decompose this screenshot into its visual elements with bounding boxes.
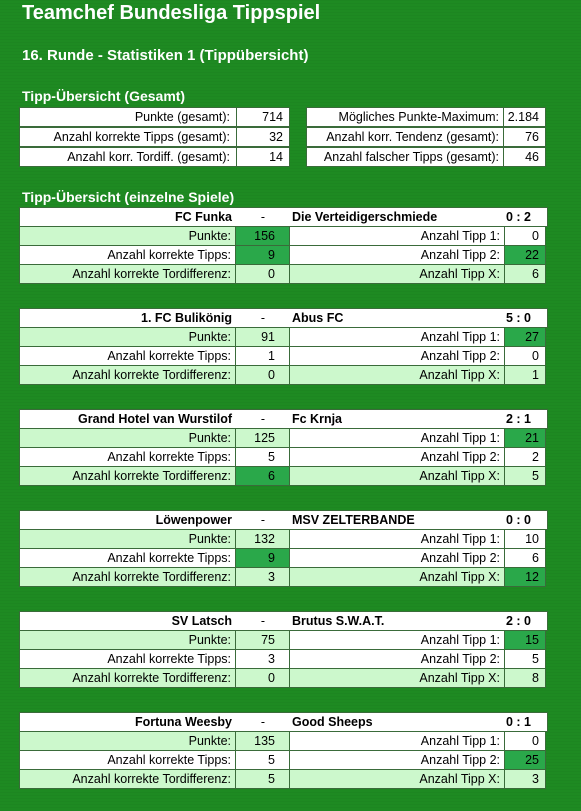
- match-row: [19, 529, 548, 549]
- correct-tipps-value: 9: [235, 548, 290, 568]
- page-subtitle: 16. Runde - Statistiken 1 (Tippübersicht): [22, 47, 309, 64]
- match-row: [19, 769, 548, 789]
- tipp2-label: Anzahl Tipp 2:: [289, 750, 505, 770]
- match-score: 0 : 2: [505, 210, 531, 224]
- tippx-value: 5: [504, 466, 546, 486]
- correct-tipps-value: 5: [235, 750, 290, 770]
- correct-tipps-value: 9: [235, 245, 290, 265]
- match-header: [19, 510, 548, 530]
- tipp1-value: 15: [504, 630, 546, 650]
- spacer: [289, 127, 307, 147]
- match-block: [19, 207, 548, 284]
- tippx-label: Anzahl Tipp X:: [289, 466, 505, 486]
- match-score: 5 : 0: [505, 311, 531, 325]
- points-label: Punkte:: [19, 226, 236, 246]
- tipp2-label: Anzahl Tipp 2:: [289, 346, 505, 366]
- correct-tipps-label: Anzahl korrekte Tipps:: [19, 548, 236, 568]
- match-row: [19, 245, 548, 265]
- home-team: Löwenpower: [155, 513, 232, 527]
- points-value: 135: [235, 731, 290, 751]
- summary-table: [19, 107, 548, 167]
- match-row: [19, 365, 548, 385]
- tipp1-value: 0: [504, 731, 546, 751]
- home-team: SV Latsch: [171, 614, 232, 628]
- correct-tipps-value: 3: [235, 649, 290, 669]
- match-row: [19, 226, 548, 246]
- match-block: [19, 308, 548, 385]
- summary-value: 14: [236, 147, 290, 167]
- tippx-value: 3: [504, 769, 546, 789]
- match-dash: -: [260, 311, 266, 325]
- summary-row: [19, 147, 548, 167]
- points-label: Punkte:: [19, 327, 236, 347]
- away-team: Abus FC: [292, 311, 344, 325]
- goal-diff-value: 5: [235, 769, 290, 789]
- match-header: [19, 308, 548, 328]
- home-team: 1. FC Bulikönig: [141, 311, 232, 325]
- goal-diff-label: Anzahl korrekte Tordifferenz:: [19, 466, 236, 486]
- match-header: [19, 611, 548, 631]
- tipp2-label: Anzahl Tipp 2:: [289, 447, 505, 467]
- correct-tipps-label: Anzahl korrekte Tipps:: [19, 649, 236, 669]
- correct-tipps-value: 5: [235, 447, 290, 467]
- goal-diff-label: Anzahl korrekte Tordifferenz:: [19, 769, 236, 789]
- tipp1-label: Anzahl Tipp 1:: [289, 630, 505, 650]
- away-team: MSV ZELTERBANDE: [292, 513, 415, 527]
- summary-label: Anzahl korr. Tendenz (gesamt):: [306, 127, 504, 147]
- page-title: Teamchef Bundesliga Tippspiel: [22, 2, 321, 24]
- summary-row: [19, 127, 548, 147]
- match-header: [19, 409, 548, 429]
- summary-value: 32: [236, 127, 290, 147]
- points-label: Punkte:: [19, 529, 236, 549]
- spacer: [289, 147, 307, 167]
- goal-diff-value: 6: [235, 466, 290, 486]
- correct-tipps-value: 1: [235, 346, 290, 366]
- goal-diff-label: Anzahl korrekte Tordifferenz:: [19, 567, 236, 587]
- goal-diff-label: Anzahl korrekte Tordifferenz:: [19, 365, 236, 385]
- goal-diff-value: 3: [235, 567, 290, 587]
- match-row: [19, 750, 548, 770]
- away-team: Fc Krnja: [292, 412, 343, 426]
- points-label: Punkte:: [19, 731, 236, 751]
- summary-section-title: Tipp-Übersicht (Gesamt): [22, 88, 186, 104]
- points-label: Punkte:: [19, 428, 236, 448]
- tipp2-value: 6: [504, 548, 546, 568]
- match-row: [19, 649, 548, 669]
- away-team: Die Verteidigerschmiede: [292, 210, 438, 224]
- match-dash: -: [260, 513, 266, 527]
- summary-value: 2.184: [503, 107, 546, 127]
- summary-label: Anzahl falscher Tipps (gesamt):: [306, 147, 504, 167]
- match-dash: -: [260, 715, 266, 729]
- summary-label: Punkte (gesamt):: [19, 107, 237, 127]
- tipp2-value: 25: [504, 750, 546, 770]
- match-score: 2 : 0: [505, 614, 531, 628]
- match-block: [19, 409, 548, 486]
- points-value: 125: [235, 428, 290, 448]
- tippx-label: Anzahl Tipp X:: [289, 668, 505, 688]
- tipp1-label: Anzahl Tipp 1:: [289, 529, 505, 549]
- points-value: 132: [235, 529, 290, 549]
- correct-tipps-label: Anzahl korrekte Tipps:: [19, 346, 236, 366]
- points-value: 156: [235, 226, 290, 246]
- correct-tipps-label: Anzahl korrekte Tipps:: [19, 245, 236, 265]
- summary-value: 714: [236, 107, 290, 127]
- match-header: [19, 712, 548, 732]
- match-block: [19, 712, 548, 789]
- tipp1-label: Anzahl Tipp 1:: [289, 731, 505, 751]
- summary-value: 46: [503, 147, 546, 167]
- match-score: 2 : 1: [505, 412, 531, 426]
- points-label: Punkte:: [19, 630, 236, 650]
- spacer: [289, 107, 307, 127]
- match-row: [19, 428, 548, 448]
- match-row: [19, 447, 548, 467]
- tippx-value: 1: [504, 365, 546, 385]
- tipp1-value: 0: [504, 226, 546, 246]
- tippx-label: Anzahl Tipp X:: [289, 567, 505, 587]
- tipp2-value: 0: [504, 346, 546, 366]
- goal-diff-value: 0: [235, 264, 290, 284]
- summary-label: Anzahl korr. Tordiff. (gesamt):: [19, 147, 237, 167]
- points-value: 75: [235, 630, 290, 650]
- tipp2-value: 2: [504, 447, 546, 467]
- match-row: [19, 731, 548, 751]
- tipp2-value: 22: [504, 245, 546, 265]
- summary-row: [19, 107, 548, 127]
- match-row: [19, 668, 548, 688]
- tippx-value: 6: [504, 264, 546, 284]
- tipp1-label: Anzahl Tipp 1:: [289, 226, 505, 246]
- tippx-value: 12: [504, 567, 546, 587]
- tipp2-label: Anzahl Tipp 2:: [289, 548, 505, 568]
- match-block: [19, 510, 548, 587]
- summary-label: Anzahl korrekte Tipps (gesamt):: [19, 127, 237, 147]
- goal-diff-value: 0: [235, 668, 290, 688]
- goal-diff-label: Anzahl korrekte Tordifferenz:: [19, 264, 236, 284]
- goal-diff-value: 0: [235, 365, 290, 385]
- match-row: [19, 327, 548, 347]
- match-row: [19, 567, 548, 587]
- correct-tipps-label: Anzahl korrekte Tipps:: [19, 447, 236, 467]
- match-row: [19, 346, 548, 366]
- away-team: Brutus S.W.A.T.: [292, 614, 385, 628]
- match-score: 0 : 0: [505, 513, 531, 527]
- tipp1-value: 21: [504, 428, 546, 448]
- tipp2-value: 5: [504, 649, 546, 669]
- match-dash: -: [260, 412, 266, 426]
- home-team: FC Funka: [175, 210, 232, 224]
- tipp2-label: Anzahl Tipp 2:: [289, 649, 505, 669]
- correct-tipps-label: Anzahl korrekte Tipps:: [19, 750, 236, 770]
- match-row: [19, 466, 548, 486]
- match-dash: -: [260, 210, 266, 224]
- match-header: [19, 207, 548, 227]
- tipp1-label: Anzahl Tipp 1:: [289, 327, 505, 347]
- tipp2-label: Anzahl Tipp 2:: [289, 245, 505, 265]
- match-row: [19, 264, 548, 284]
- tippx-label: Anzahl Tipp X:: [289, 264, 505, 284]
- goal-diff-label: Anzahl korrekte Tordifferenz:: [19, 668, 236, 688]
- tipp1-value: 10: [504, 529, 546, 549]
- summary-value: 76: [503, 127, 546, 147]
- match-row: [19, 548, 548, 568]
- tipp1-value: 27: [504, 327, 546, 347]
- summary-label: Mögliches Punkte-Maximum:: [306, 107, 504, 127]
- home-team: Fortuna Weesby: [134, 715, 232, 729]
- tipp1-label: Anzahl Tipp 1:: [289, 428, 505, 448]
- match-score: 0 : 1: [505, 715, 531, 729]
- tippx-label: Anzahl Tipp X:: [289, 365, 505, 385]
- away-team: Good Sheeps: [292, 715, 373, 729]
- tippx-label: Anzahl Tipp X:: [289, 769, 505, 789]
- points-value: 91: [235, 327, 290, 347]
- matches-section-title: Tipp-Übersicht (einzelne Spiele): [22, 189, 235, 205]
- match-row: [19, 630, 548, 650]
- match-block: [19, 611, 548, 688]
- home-team: Grand Hotel van Wurstilof: [78, 412, 232, 426]
- match-dash: -: [260, 614, 266, 628]
- tippx-value: 8: [504, 668, 546, 688]
